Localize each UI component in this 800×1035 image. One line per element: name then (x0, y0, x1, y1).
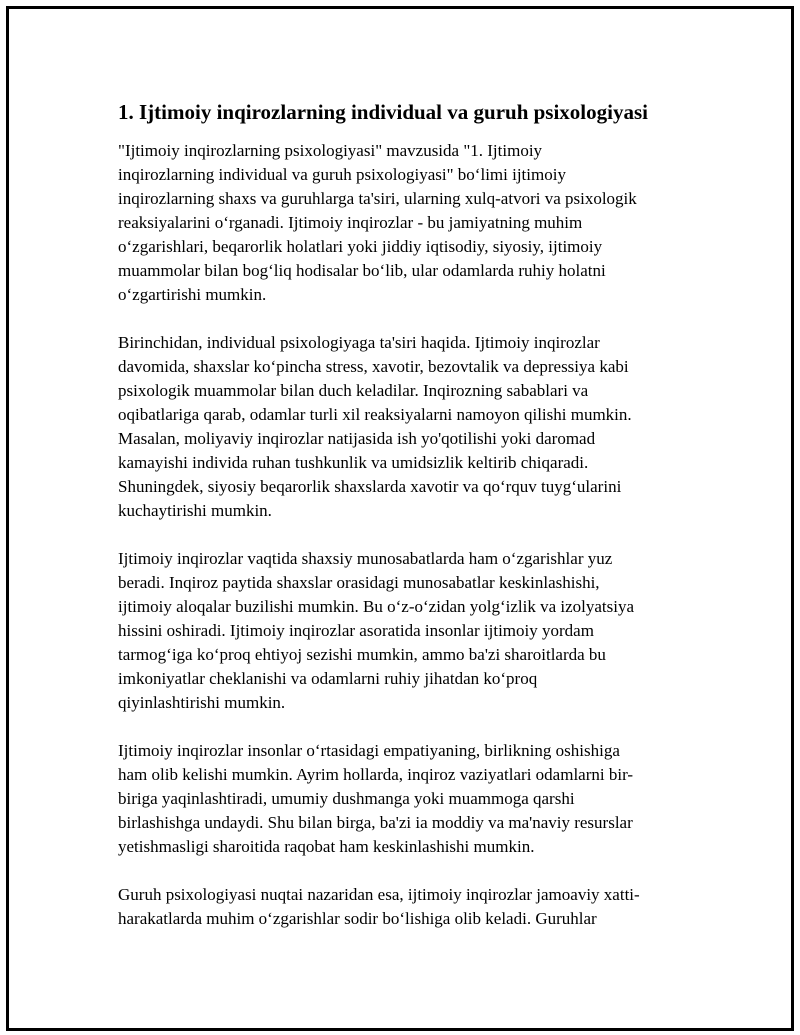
text-line: Ijtimoiy inqirozlar insonlar oʻrtasidagi empatiyaning, birlikning oshishiga (118, 741, 620, 760)
text-line: psixologik muammolar bilan duch keladilar. Inqirozning sabablari va (118, 381, 589, 400)
text-line: "Ijtimoiy inqirozlarning psixologiyasi" mavzusida "1. Ijtimoiy (118, 141, 543, 160)
text-line: oʻzgarishlari, beqarorlik holatlari yoki jiddiy iqtisodiy, siyosiy, ijtimoiy (118, 237, 603, 256)
text-line: kamayishi individa ruhan tushkunlik va umidsizlik keltirib chiqaradi. (118, 453, 589, 472)
text-line: kuchaytirishi mumkin. (118, 501, 272, 520)
text-line: birlashishga undaydi. Shu bilan birga, ba'zi ia moddiy va ma'naviy resurslar (118, 813, 633, 832)
text-line: ijtimoiy aloqalar buzilishi mumkin. Bu oʻz-oʻzidan yolgʻizlik va izolyatsiya (118, 597, 635, 616)
text-line: Masalan, moliyaviy inqirozlar natijasida ish yo'qotilishi yoki daromad (118, 429, 596, 448)
text-line: Birinchidan, individual psixologiyaga ta'siri haqida. Ijtimoiy inqirozlar (118, 333, 600, 352)
text-line: inqirozlarning shaxs va guruhlarga ta'siri, ularning xulq-atvori va psixologik (118, 189, 637, 208)
paragraph-5 (118, 883, 684, 931)
text-line: yetishmasligi sharoitida raqobat ham keskinlashishi mumkin. (118, 837, 535, 856)
text-line: oqibatlariga qarab, odamlar turli xil reaksiyalarni namoyon qilishi mumkin. (118, 405, 632, 424)
text-line: Ijtimoiy inqirozlar vaqtida shaxsiy munosabatlarda ham oʻzgarishlar yuz (118, 549, 613, 568)
text-line: qiyinlashtirishi mumkin. (118, 693, 286, 712)
text-line: imkoniyatlar cheklanishi va odamlarni ruhiy jihatdan koʻproq (118, 669, 538, 688)
text-line: muammolar bilan bogʻliq hodisalar boʻlib, ular odamlarda ruhiy holatni (118, 261, 606, 280)
text-line: ham olib kelishi mumkin. Ayrim hollarda, inqiroz vaziyatlari odamlarni bir- (118, 765, 634, 784)
section-heading: 1. Ijtimoiy inqirozlarning individual va guruh psixologiyasi (118, 100, 648, 124)
paragraph-4 (118, 739, 684, 859)
text-line: reaksiyalarini oʻrganadi. Ijtimoiy inqirozlar - bu jamiyatning muhim (118, 213, 583, 232)
text-line: davomida, shaxslar koʻpincha stress, xavotir, bezovtalik va depressiya kabi (118, 357, 629, 376)
text-line: oʻzgartirishi mumkin. (118, 285, 267, 304)
text-line: inqirozlarning individual va guruh psixologiyasi" boʻlimi ijtimoiy (118, 165, 566, 184)
text-line: beradi. Inqiroz paytida shaxslar orasidagi munosabatlar keskinlashishi, (118, 573, 600, 592)
text-line: tarmogʻiga koʻproq ehtiyoj sezishi mumkin, ammo ba'zi sharoitlarda bu (118, 645, 606, 664)
page-frame (6, 6, 794, 1031)
paragraph-1 (118, 139, 684, 307)
text-line: Shuningdek, siyosiy beqarorlik shaxslarda xavotir va qoʻrquv tuygʻularini (118, 477, 622, 496)
text-line: hissini oshiradi. Ijtimoiy inqirozlar asoratida insonlar ijtimoiy yordam (118, 621, 594, 640)
text-line: Guruh psixologiyasi nuqtai nazaridan esa, ijtimoiy inqirozlar jamoaviy xatti- (118, 885, 640, 904)
text-line: biriga yaqinlashtiradi, umumiy dushmanga yoki muammoga qarshi (118, 789, 575, 808)
paragraph-3 (118, 547, 684, 715)
text-line: harakatlarda muhim oʻzgarishlar sodir boʻlishiga olib keladi. Guruhlar (118, 909, 597, 928)
paragraph-2 (118, 331, 684, 523)
document-body (118, 97, 684, 955)
